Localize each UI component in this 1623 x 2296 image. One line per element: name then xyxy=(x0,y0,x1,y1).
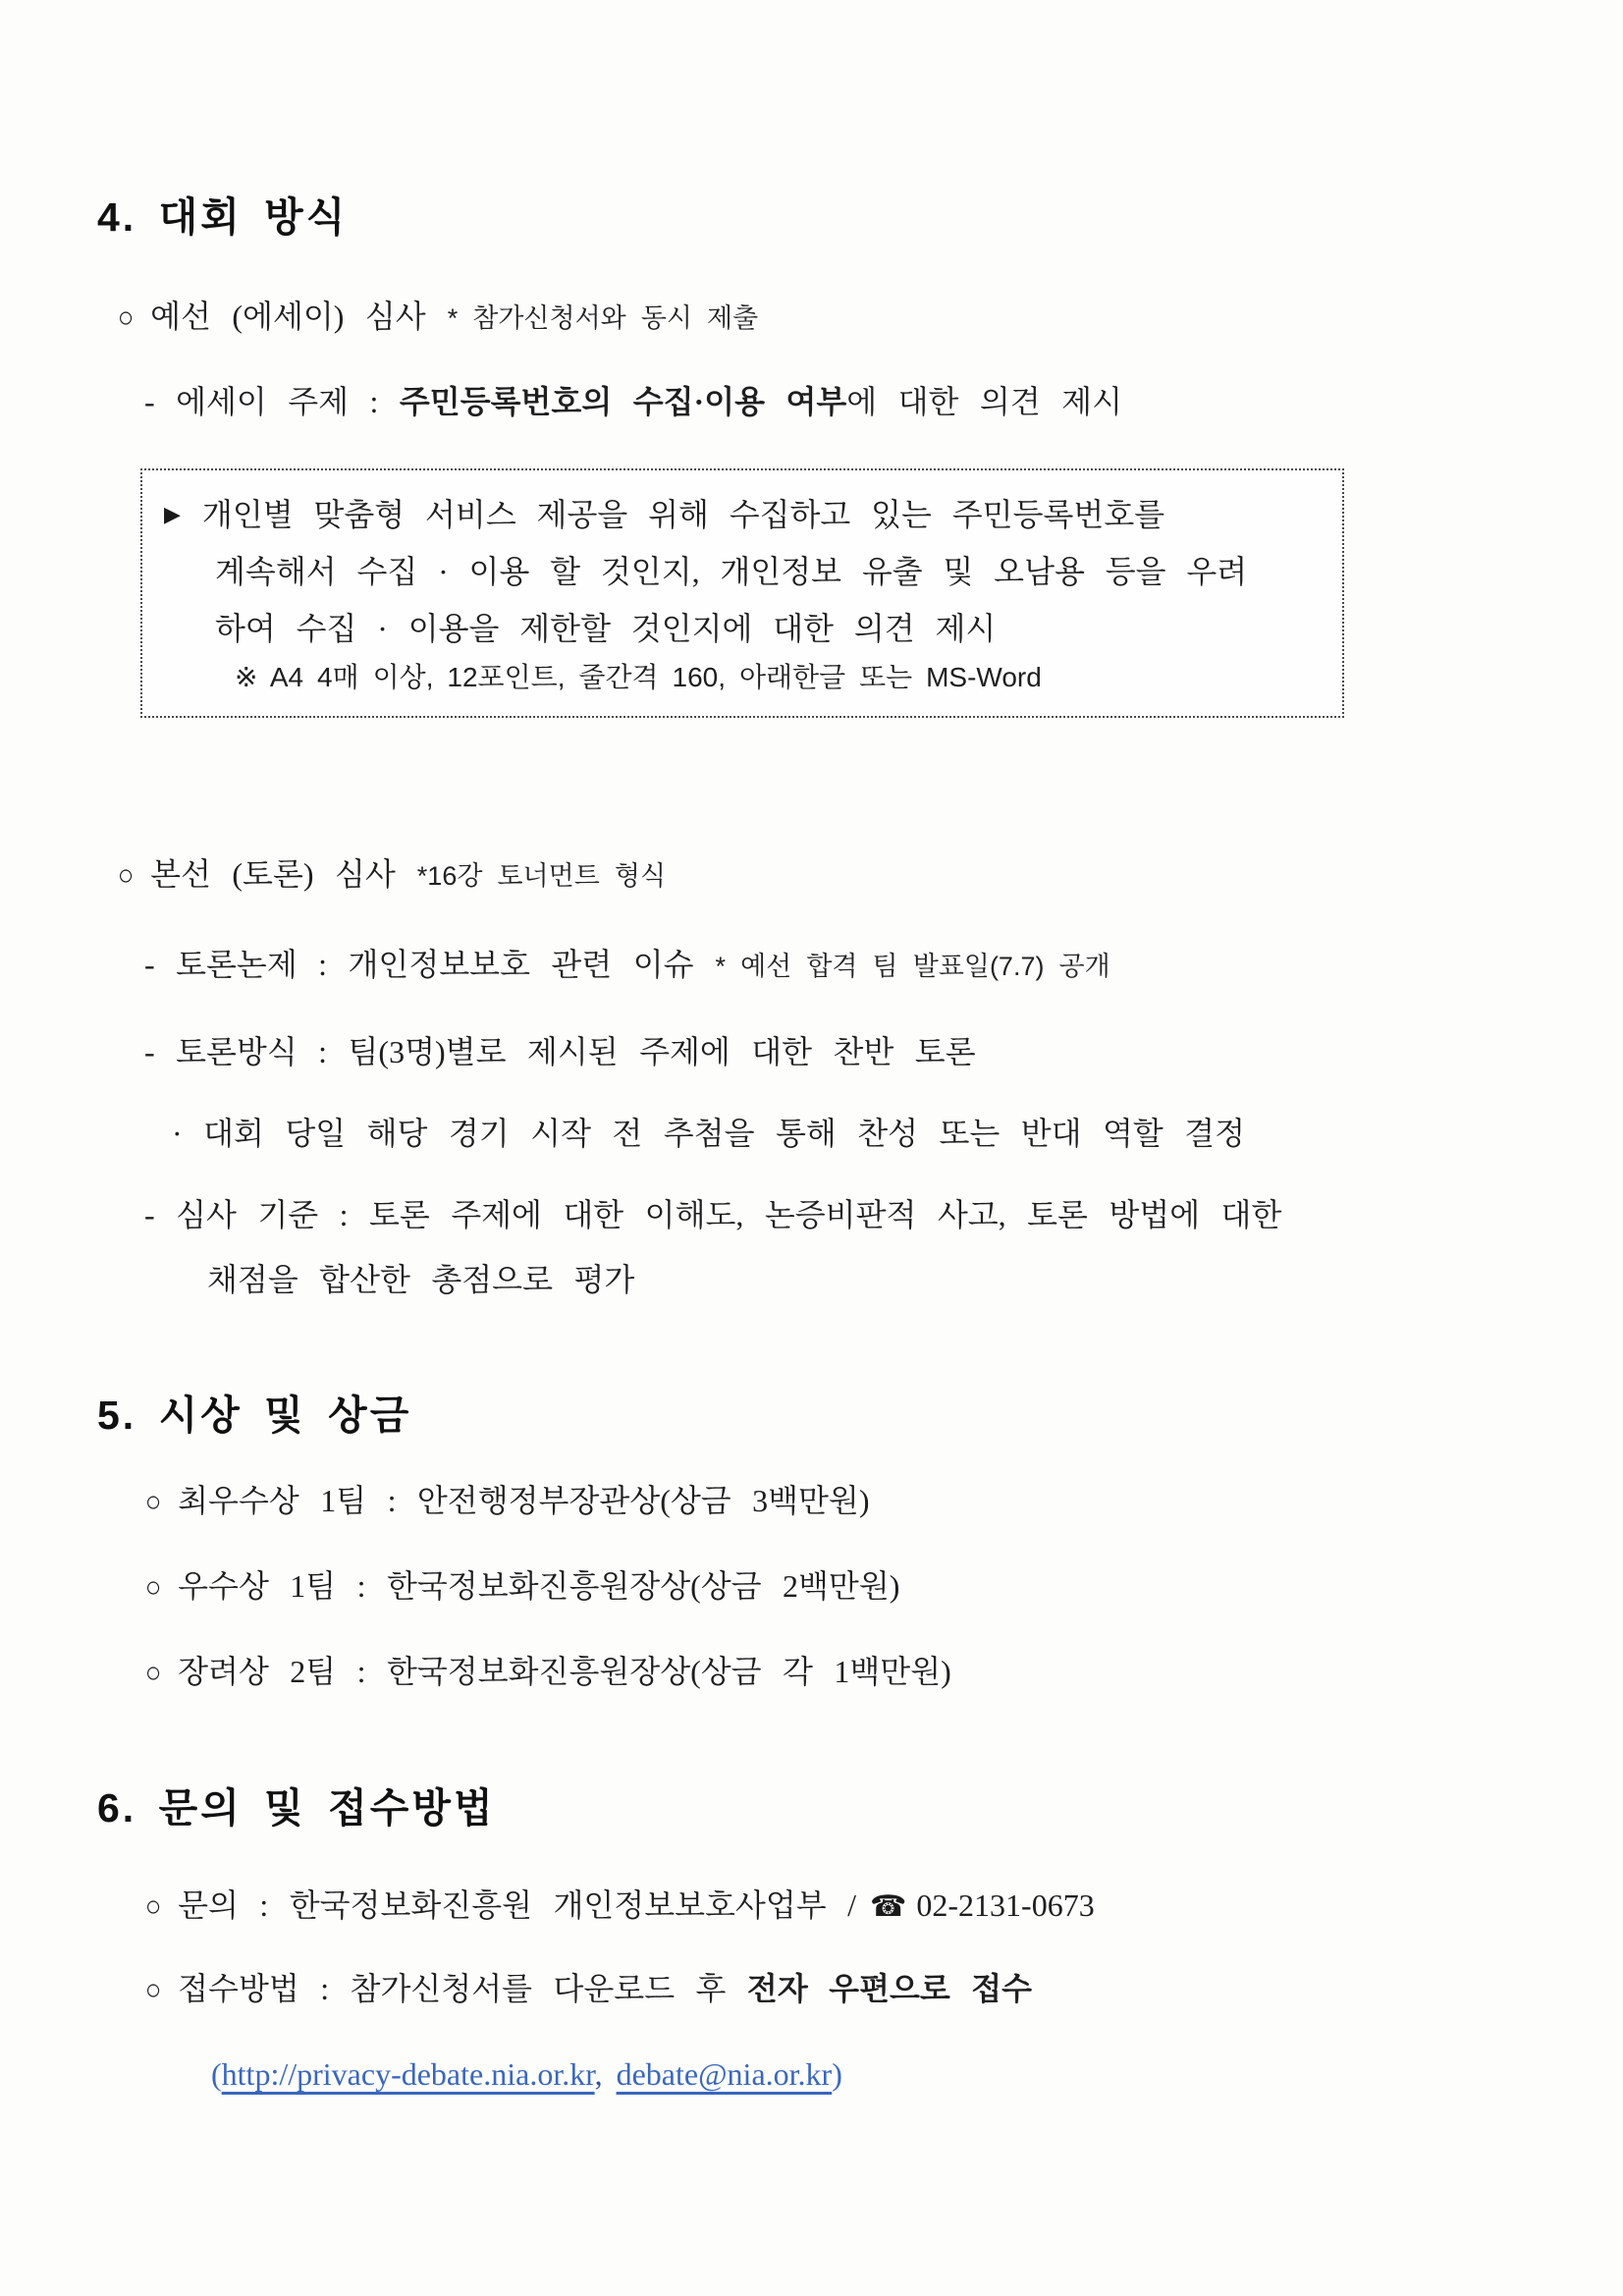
apply-method-prefix: 접수방법 : 참가신청서를 다운로드 후 xyxy=(178,1971,747,2006)
prize-item-excellence xyxy=(144,1564,1554,1610)
debate-method-detail-line: · 대회 당일 해당 경기 시작 전 추첨을 통해 찬성 또는 반대 역할 결정 xyxy=(172,1116,1246,1151)
section6-title: 6. 문의 및 접수방법 xyxy=(97,1785,496,1831)
paren-close: ) xyxy=(832,2056,842,2092)
link-separator: , xyxy=(594,2056,603,2092)
prize-item-grand-text: 최우수상 1팀 : 안전행정부장관상(상금 3백만원) xyxy=(178,1483,870,1518)
website-link[interactable]: http://privacy-debate.nia.or.kr xyxy=(221,2056,595,2092)
debate-topic-line xyxy=(144,943,1554,988)
box-line-2: 계속해서 수집 · 이용 할 것인지, 개인정보 유출 및 오남용 등을 우려 xyxy=(215,554,1248,589)
debate-topic-note: * 예선 합격 팀 발표일(7.7) 공개 xyxy=(715,952,1110,981)
apply-method-line xyxy=(144,1967,1554,2012)
essay-topic-prefix: - 에세이 주제 : xyxy=(144,384,400,419)
section4-title: 4. 대회 방식 xyxy=(97,194,349,240)
prelim-essay-line xyxy=(117,295,1554,340)
essay-guideline-box xyxy=(140,468,1344,718)
circle-bullet-icon: ○ xyxy=(144,1890,162,1923)
debate-method-line: - 토론방식 : 팀(3명)별로 제시된 주제에 대한 찬반 토론 xyxy=(144,1034,976,1069)
prize-item-encouragement xyxy=(144,1650,1554,1695)
phone-icon: ☎ xyxy=(870,1889,907,1924)
final-debate-note: *16강 토너먼트 형식 xyxy=(416,861,667,891)
section5-title: 5. 시상 및 상금 xyxy=(97,1393,412,1438)
circle-bullet-icon: ○ xyxy=(117,859,135,892)
circle-bullet-icon: ○ xyxy=(144,1974,162,2006)
criteria-line-2: 채점을 합산한 총점으로 평가 xyxy=(207,1262,635,1297)
triangle-marker-icon: ▶ xyxy=(164,502,181,526)
criteria-line-1: - 심사 기준 : 토론 주제에 대한 이해도, 논증비판적 사고, 토론 방법에 대한 xyxy=(144,1197,1282,1232)
box-line-1-text: 개인별 맞춤형 서비스 제공을 위해 수집하고 있는 주민등록번호를 xyxy=(201,497,1165,532)
essay-topic-line xyxy=(144,380,1554,423)
apply-method-bold: 전자 우편으로 접수 xyxy=(746,1971,1033,2006)
circle-bullet-icon: ○ xyxy=(144,1571,162,1604)
prize-item-encouragement-text: 장려상 2팀 : 한국정보화진흥원장상(상금 각 1백만원) xyxy=(178,1654,951,1689)
contact-line xyxy=(144,1884,1554,1929)
essay-topic-bold: 주민등록번호의 수집·이용 여부 xyxy=(399,384,847,419)
phone-number: 02-2131-0673 xyxy=(916,1887,1095,1923)
circle-bullet-icon: ○ xyxy=(144,1657,162,1689)
prize-item-grand xyxy=(144,1479,1554,1524)
final-debate-line xyxy=(117,852,1554,898)
contact-text: 문의 : 한국정보화진흥원 개인정보보호사업부 / xyxy=(178,1887,856,1923)
circle-bullet-icon: ○ xyxy=(117,301,135,334)
circle-bullet-icon: ○ xyxy=(144,1486,162,1518)
final-debate-label: 본선 (토론) 심사 xyxy=(150,856,396,892)
prelim-essay-note: * 참가신청서와 동시 제출 xyxy=(447,303,759,333)
prize-item-excellence-text: 우수상 1팀 : 한국정보화진흥원장상(상금 2백만원) xyxy=(178,1568,900,1604)
email-link[interactable]: debate@nia.or.kr xyxy=(616,2056,833,2092)
box-line-3: 하여 수집 · 이용을 제한할 것인지에 대한 의견 제시 xyxy=(215,611,997,646)
box-format-note: ※ A4 4매 이상, 12포인트, 줄간격 160, 아래한글 또는 MS-Word xyxy=(235,662,1042,692)
essay-topic-suffix: 에 대한 의견 제시 xyxy=(846,384,1123,419)
box-line-1 xyxy=(164,486,1323,543)
prelim-essay-label: 예선 (에세이) 심사 xyxy=(150,299,426,334)
links-line xyxy=(211,2056,1554,2093)
paren-open: ( xyxy=(211,2056,222,2092)
debate-topic-text: - 토론논제 : 개인정보보호 관련 이슈 xyxy=(144,947,694,982)
